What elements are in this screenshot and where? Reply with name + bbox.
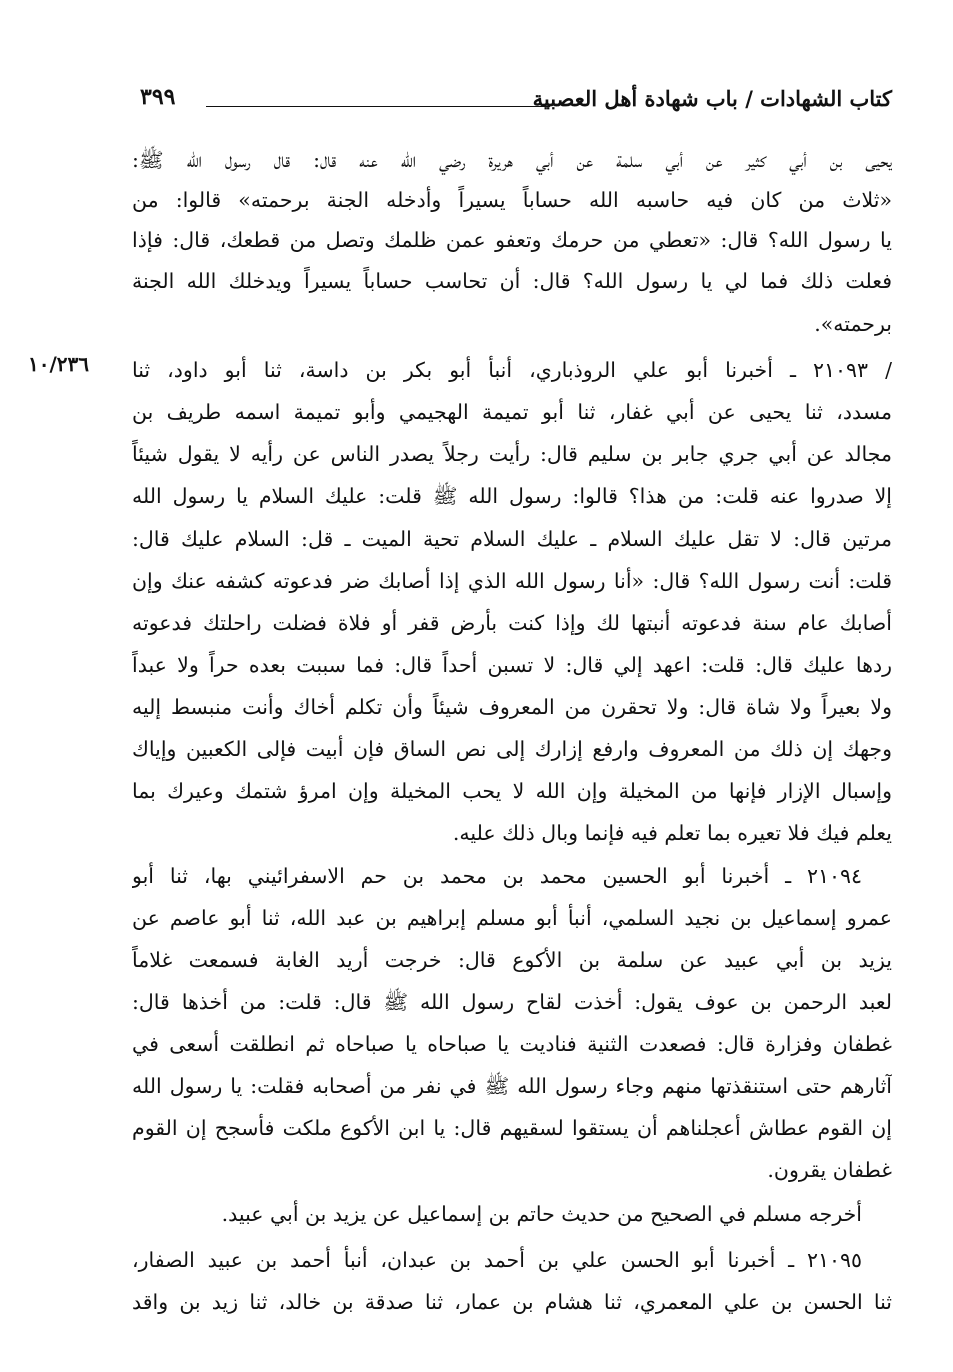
text-line: قلت: أنت رسول الله؟ قال: «أنا رسول الله الذي إذا أصابك ضر فدعوته كشفه عنك وإن (132, 569, 892, 593)
header-rule (206, 106, 550, 107)
text-line: لعبد الرحمن بن عوف يقول: أخذت لقاح رسول الله ﷺ قال: قلت: من أخذها قال: (132, 990, 892, 1014)
text-line: مسدد، ثنا يحيى عن أبي غفار، ثنا أبو تميمة الهجيمي وأبو تميمة اسمه طريف بن (132, 400, 892, 424)
text-line: غطفان يقرون. (767, 1158, 892, 1182)
text-line: مجالد عن أبي جري جابر بن سليم قال: رأيت رجلاً يصدر الناس عن رأيه لا يقول شيئاً (132, 442, 892, 466)
hadith-start-line: ٢١٠٩٤ ـ أخبرنا أبو الحسين محمد بن محمد بن حم الاسفرائيني بها، ثنا أبو (132, 864, 862, 888)
text-line: إلا صدروا عنه قلت: من هذا؟ قالوا: رسول الله ﷺ قلت: عليك السلام يا رسول الله (132, 484, 892, 508)
margin-reference: ١٠/٢٣٦ (28, 352, 90, 376)
text-line: فعلت ذلك فما لي يا رسول الله؟ قال: أن تحاسب حساباً يسيراً ويدخلك الله الجنة (132, 269, 892, 293)
chapter-title: كتاب الشهادات / باب شهادة أهل العصبية (532, 86, 892, 111)
text-line: آثارهم حتى استنقذتها منهم وجاء رسول الله ﷺ في نفر من أصحابه فقلت: يا رسول الله (132, 1074, 892, 1098)
text-line: ولا بعيراً ولا شاة قال: ولا تحقرن من المعروف شيئاً وأن تكلم أخاك وأنت منبسط إليه (132, 695, 892, 719)
text-line: وجهك إن ذلك من المعروف وارفع إزارك إلى نص الساق فإن أبيت فإلى الكعبين وإياك (132, 737, 892, 761)
text-line: مرتين قال: لا تقل عليك السلام ـ عليك السلام تحية الميت ـ قل: السلام عليك قال: (132, 527, 892, 551)
text-line: وإسبال الإزار فإنها من المخيلة وإن الله لا يحب المخيلة وإن امرؤ شتمك وعيرك بما (132, 779, 892, 803)
takhrij-line: أخرجه مسلم في الصحيح من حديث حاتم بن إسماعيل عن يزيد بن أبي عبيد. (221, 1202, 862, 1226)
text-line: برحمته». (814, 312, 892, 336)
text-line: إن القوم عطاش أعجلناهم أن يستقوا لسقيهم قال: يا ابن الأكوع ملكت فأسجح إن القوم (132, 1116, 892, 1140)
hadith-start-line: ٢١٠٩٥ ـ أخبرنا أبو الحسن علي بن أحمد بن عبدان، أنبأ أحمد بن عبيد الصفار، (132, 1248, 862, 1272)
running-header (140, 82, 892, 122)
hadith-start-line: / ٢١٠٩٣ ـ أخبرنا أبو علي الروذباري، أنبأ أبو بكر بن داسة، ثنا أبو داود، ثنا (132, 358, 892, 382)
page-number: ٣٩٩ (140, 84, 176, 110)
text-line: ثنا الحسن بن علي المعمري، ثنا هشام بن عمار، ثنا صدقة بن خالد، ثنا زيد بن واقد (132, 1290, 892, 1314)
text-line: عمرو إسماعيل بن نجيد السلمي، أنبأ أبو مسلم إبراهيم بن عبد الله، ثنا أبو عاصم عن (132, 906, 892, 930)
text-line: غطفان وفزارة قال: فصعدت الثنية فناديت يا صباحاه يا صباحاه ثم انطلقت أسعى في (132, 1032, 892, 1056)
text-line: «ثلاث من كان فيه حاسبه الله حساباً يسيراً وأدخله الجنة برحمته» قالوا: من (132, 188, 892, 212)
text-line: يا رسول الله؟ قال: «تعطي من حرمك وتعفو عمن ظلمك وتصل من قطعك، قال: فإذا (132, 228, 892, 252)
text-line: ردها عليك قال: قلت: اعهد إلي قال: لا تسبن أحداً قال: فما سببت بعده حراً ولا عبداً (132, 653, 892, 677)
text-line: يحيى بن أبي كثير عن أبي سلمة عن أبي هريرة رضي الله عنه قال: قال رسول الله ﷺ: (132, 148, 892, 172)
text-line: يعلم فيك فلا تعيره بما تعلم فيه فإنما وبال ذلك عليه. (452, 821, 892, 845)
text-line: أصابك عام سنة فدعوته أنبتها لك وإذا كنت بأرض قفر أو فلاة فضلت راحلتك فدعوته (132, 611, 892, 635)
text-line: يزيد بن أبي عبيد عن سلمة بن الأكوع قال: خرجت أريد الغابة فسمعت غلاماً (132, 948, 892, 972)
